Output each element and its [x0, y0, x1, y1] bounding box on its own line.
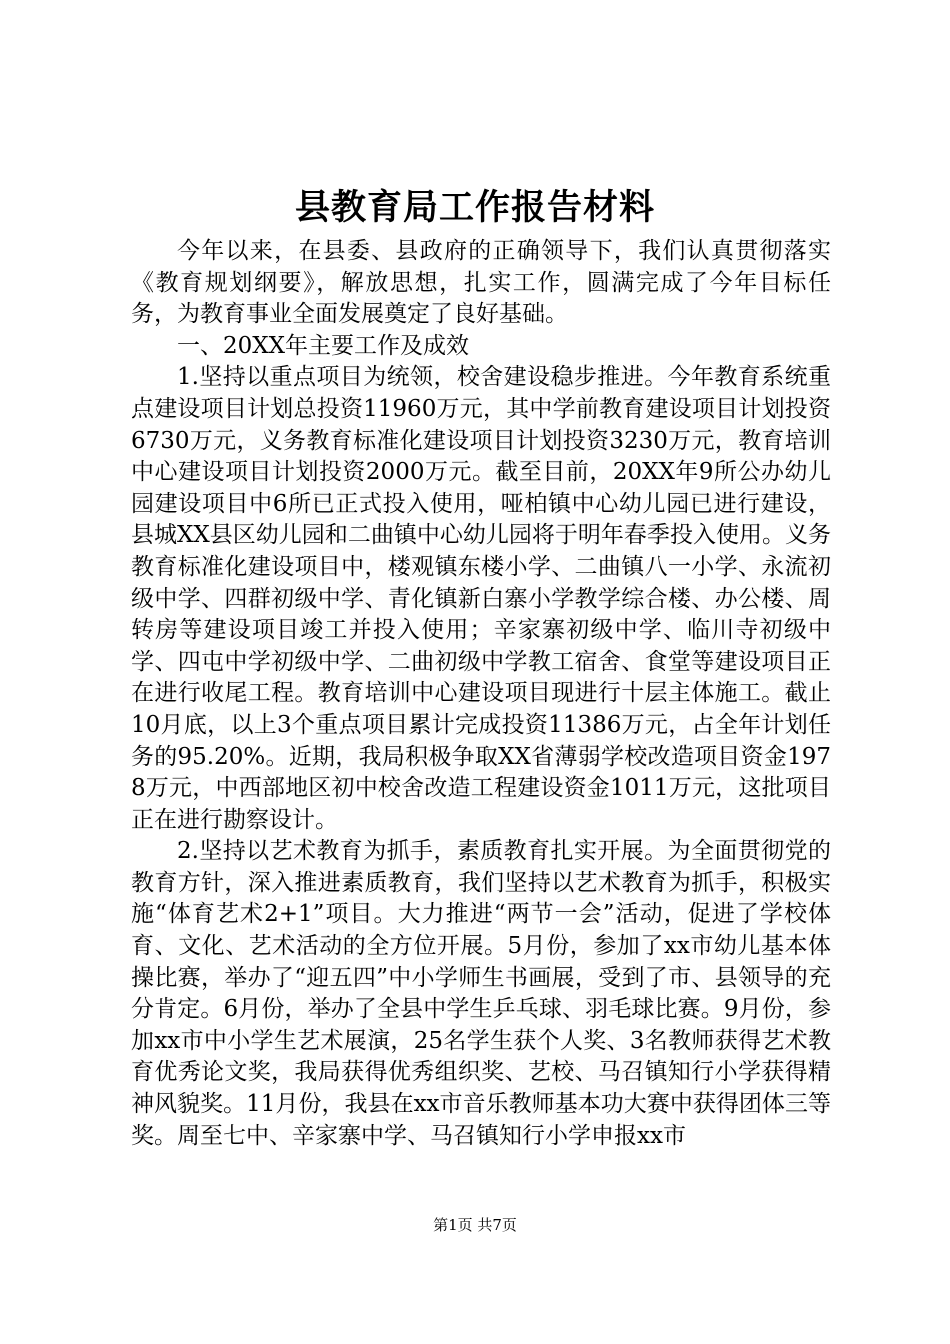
paragraph-item-2: 2.坚持以艺术教育为抓手，素质教育扎实开展。为全面贯彻党的教育方针，深入推进素质教育，我们坚持以艺术教育为抓手，积极实施“体育艺术2+1”项目。大力推进“两节一会”活动，促进了学校体育、文化、艺术活动的全方位开展。5月份，参加了xx市幼儿基本体操比赛，举办了“迎五四”中小学师生书画展，受到了市、县领导的充分肯定。6月份，举办了全县中学生乒乓球、羽毛球比赛。9月份，参加xx市中小学生艺术展演，25名学生获个人奖、3名教师获得艺术教育优秀论文奖，我局获得优秀组织奖、艺校、马召镇知行小学获得精神风貌奖。11月份，我县在xx市音乐教师基本功大赛中获得团体三等奖。周至七中、辛家寨中学、马召镇知行小学申报xx市	[131, 838, 831, 1149]
document-body	[131, 236, 831, 1152]
paragraph-intro: 今年以来，在县委、县政府的正确领导下，我们认真贯彻落实《教育规划纲要》，解放思想，扎实工作，圆满完成了今年目标任务，为教育事业全面发展奠定了良好基础。	[131, 238, 831, 328]
page-footer: 第1页 共7页	[433, 1216, 517, 1234]
paragraph-item-1: 1.坚持以重点项目为统领，校舍建设稳步推进。今年教育系统重点建设项目计划总投资11960万元，其中学前教育建设项目计划投资6730万元，义务教育标准化建设项目计划投资3230万元，教育培训中心建设项目计划投资2000万元。截至目前，20XX年9所公办幼儿园建设项目中6所已正式投入使用，哑柏镇中心幼儿园已进行建设，县城XX县区幼儿园和二曲镇中心幼儿园将于明年春季投入使用。义务教育标准化建设项目中，楼观镇东楼小学、二曲镇八一小学、永流初级中学、四群初级中学、青化镇新白寨小学教学综合楼、办公楼、周转房等建设项目竣工并投入使用；辛家寨初级中学、临川寺初级中学、四屯中学初级中学、二曲初级中学教工宿舍、食堂等建设项目正在进行收尾工程。教育培训中心建设项目现进行十层主体施工。截止10月底，以上3个重点项目累计完成投资11386万元，占全年计划任务的95.20%。近期，我局积极争取XX省薄弱学校改造项目资金1978万元，中西部地区初中校舍改造工程建设资金1011万元，这批项目正在进行勘察设计。	[131, 364, 831, 833]
document-title: 县教育局工作报告材料	[294, 187, 655, 228]
section-heading: 一、20XX年主要工作及成效	[177, 332, 470, 359]
